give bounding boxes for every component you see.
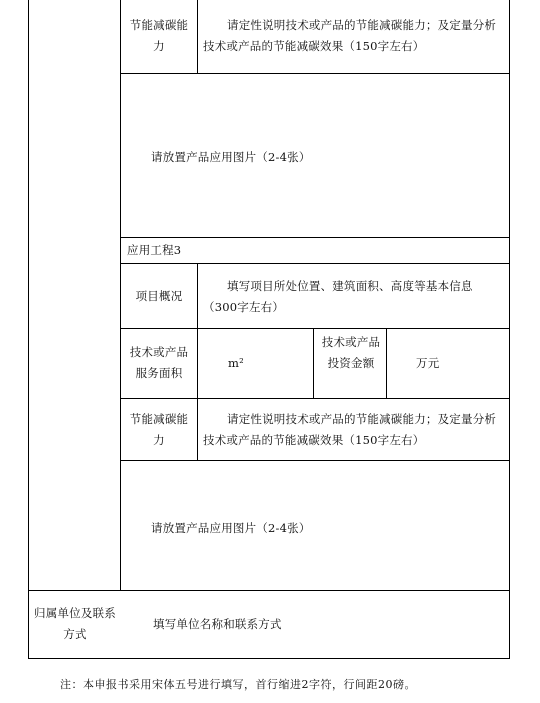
table-border-line (120, 263, 510, 264)
image-placeholder-text: 请放置产品应用图片（2-4张） (151, 150, 311, 164)
investment-unit: 万元 (416, 356, 440, 370)
table-border-line (509, 0, 510, 659)
table-border-line (120, 398, 510, 399)
table-border-line (28, 0, 29, 659)
table-border-line (386, 328, 387, 399)
footnote: 注：本申报书采用宋体五号进行填写，首行缩进2字符，行间距20磅。 (60, 678, 416, 691)
table-border-line (313, 328, 314, 399)
affiliation-label: 归属单位及联系方式 (34, 606, 116, 641)
table-border-line (197, 263, 198, 461)
table-border-line (120, 0, 121, 590)
affiliation-text: 填写单位名称和联系方式 (153, 617, 282, 631)
table-border-line (120, 460, 510, 461)
capability-description: 请定性说明技术或产品的节能减碳能力；及定量分析技术或产品的节能减碳效果（150字左右） (203, 412, 497, 447)
table-border-line (120, 73, 510, 74)
table-border-line (28, 590, 510, 591)
service-area-label: 技术或产品服务面积 (129, 345, 189, 380)
capability-label: 节能减碳能力 (129, 412, 189, 447)
service-area-unit: m² (228, 356, 244, 370)
capability-description: 请定性说明技术或产品的节能减碳能力；及定量分析技术或产品的节能减碳效果（150字左右） (203, 18, 497, 53)
table-border-line (28, 658, 510, 659)
project-overview-text: 填写项目所处位置、建筑面积、高度等基本信息（300字左右） (203, 279, 473, 314)
image-placeholder-text: 请放置产品应用图片（2-4张） (151, 521, 311, 535)
table-border-line (120, 328, 510, 329)
case-title: 应用工程3 (127, 243, 182, 257)
table-border-line (120, 237, 510, 238)
investment-label: 技术或产品投资金额 (321, 335, 381, 370)
project-overview-label: 项目概况 (135, 289, 183, 303)
table-border-line (197, 0, 198, 74)
capability-label: 节能减碳能力 (129, 18, 189, 53)
